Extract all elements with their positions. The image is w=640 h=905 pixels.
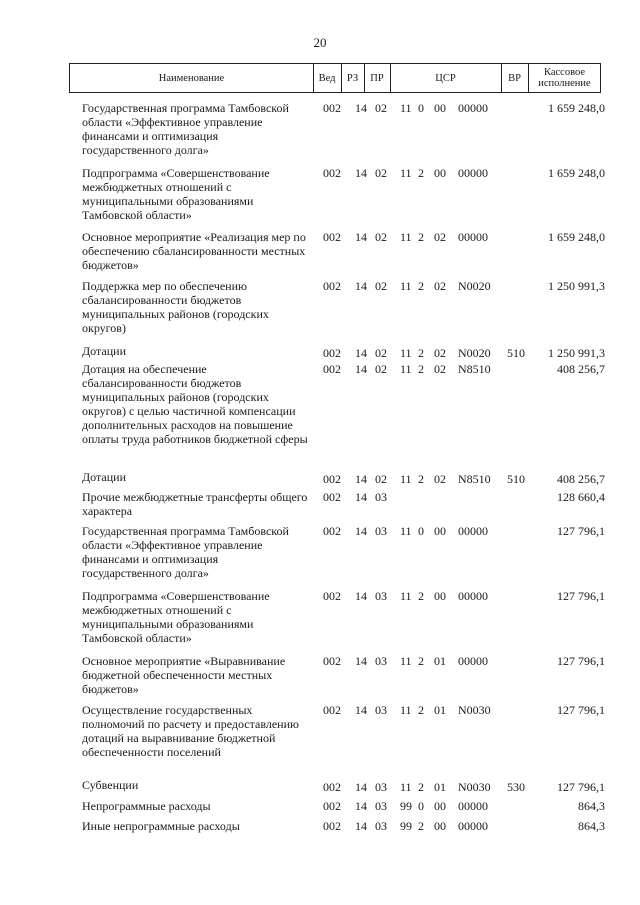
row-ved: 002	[323, 799, 341, 813]
row-csr-direction: 00000	[458, 819, 488, 833]
row-csr-event: 00	[434, 166, 446, 180]
row-csr-program: 11	[400, 101, 412, 115]
row-csr-program: 11	[400, 346, 412, 360]
row-ved: 002	[323, 472, 341, 486]
row-ved: 002	[323, 654, 341, 668]
row-csr-program: 11	[400, 166, 412, 180]
row-amount: 127 796,1	[557, 589, 605, 603]
row-csr-event: 01	[434, 703, 446, 717]
row-name: Дотации	[82, 470, 127, 484]
row-ved: 002	[323, 819, 341, 833]
row-name: Осуществление государственных полномочий по расчету и предоставлению дотаций на выравнивание бюджетной обеспеченности поселений	[82, 703, 299, 759]
row-pr: 03	[375, 524, 387, 538]
row-amount: 864,3	[578, 799, 605, 813]
row-pr: 03	[375, 780, 387, 794]
row-pr: 02	[375, 230, 387, 244]
row-csr-subprogram: 2	[418, 346, 424, 360]
header-amount: Кассовое исполнение	[538, 67, 591, 89]
row-csr-subprogram: 2	[418, 780, 424, 794]
row-ved: 002	[323, 166, 341, 180]
row-vr: 510	[507, 346, 525, 360]
row-csr-event: 00	[434, 819, 446, 833]
row-amount: 408 256,7	[557, 362, 605, 376]
header-rz: РЗ	[346, 72, 359, 84]
row-name: Основное мероприятие «Выравнивание бюджетной обеспеченности местных бюджетов»	[82, 654, 286, 696]
row-amount: 864,3	[578, 819, 605, 833]
row-vr: 510	[507, 472, 525, 486]
row-ved: 002	[323, 589, 341, 603]
row-csr-event: 02	[434, 472, 446, 486]
header-vr: ВР	[508, 72, 521, 84]
row-amount: 1 659 248,0	[548, 166, 605, 180]
table-header	[69, 63, 601, 93]
row-name: Прочие межбюджетные трансферты общего характера	[82, 490, 308, 518]
row-csr-event: 00	[434, 589, 446, 603]
row-pr: 02	[375, 166, 387, 180]
row-pr: 02	[375, 472, 387, 486]
row-amount: 127 796,1	[557, 703, 605, 717]
row-csr-program: 11	[400, 524, 412, 538]
row-rz: 14	[355, 346, 367, 360]
header-name: Наименование	[158, 72, 225, 84]
row-pr: 03	[375, 589, 387, 603]
row-rz: 14	[355, 524, 367, 538]
row-name: Государственная программа Тамбовской области «Эффективное управление финансами и оптимизация государственного долга»	[82, 101, 289, 157]
row-csr-direction: 00000	[458, 230, 488, 244]
row-csr-subprogram: 2	[418, 230, 424, 244]
row-csr-program: 11	[400, 472, 412, 486]
row-csr-direction: 00000	[458, 166, 488, 180]
row-pr: 02	[375, 362, 387, 376]
row-csr-direction: 00000	[458, 654, 488, 668]
row-csr-subprogram: 0	[418, 101, 424, 115]
row-rz: 14	[355, 279, 367, 293]
row-name: Подпрограмма «Совершенствование межбюджетных отношений с муниципальными образованиями Тамбовской области»	[82, 589, 270, 645]
row-ved: 002	[323, 101, 341, 115]
row-name: Субвенции	[82, 778, 139, 792]
row-ved: 002	[323, 490, 341, 504]
row-amount: 1 659 248,0	[548, 230, 605, 244]
row-pr: 03	[375, 654, 387, 668]
row-csr-direction: 00000	[458, 101, 488, 115]
row-csr-program: 11	[400, 589, 412, 603]
row-vr: 530	[507, 780, 525, 794]
row-csr-direction: N0030	[458, 780, 491, 794]
row-csr-direction: N0020	[458, 346, 491, 360]
row-name: Иные непрограммные расходы	[82, 819, 240, 833]
row-name: Поддержка мер по обеспечению сбалансированности бюджетов муниципальных районов (городских округов)	[82, 279, 269, 335]
row-rz: 14	[355, 589, 367, 603]
row-csr-direction: N8510	[458, 472, 491, 486]
row-csr-event: 01	[434, 780, 446, 794]
row-ved: 002	[323, 346, 341, 360]
row-csr-event: 02	[434, 362, 446, 376]
row-csr-subprogram: 2	[418, 362, 424, 376]
row-ved: 002	[323, 362, 341, 376]
row-ved: 002	[323, 780, 341, 794]
row-csr-program: 11	[400, 279, 412, 293]
row-csr-direction: N8510	[458, 362, 491, 376]
row-csr-program: 11	[400, 362, 412, 376]
row-amount: 1 659 248,0	[548, 101, 605, 115]
row-pr: 03	[375, 799, 387, 813]
row-csr-subprogram: 0	[418, 524, 424, 538]
row-csr-subprogram: 2	[418, 819, 424, 833]
row-csr-program: 11	[400, 654, 412, 668]
header-csr: ЦСР	[435, 72, 456, 84]
row-pr: 03	[375, 703, 387, 717]
row-csr-direction: N0030	[458, 703, 491, 717]
row-name: Государственная программа Тамбовской области «Эффективное управление финансами и оптимизация государственного долга»	[82, 524, 289, 580]
row-rz: 14	[355, 166, 367, 180]
row-name: Дотации	[82, 344, 127, 358]
row-csr-subprogram: 2	[418, 166, 424, 180]
row-csr-subprogram: 2	[418, 654, 424, 668]
row-csr-program: 99	[400, 799, 412, 813]
row-amount: 1 250 991,3	[548, 279, 605, 293]
row-rz: 14	[355, 654, 367, 668]
row-rz: 14	[355, 101, 367, 115]
row-csr-event: 02	[434, 279, 446, 293]
row-csr-subprogram: 2	[418, 472, 424, 486]
row-amount: 127 796,1	[557, 654, 605, 668]
row-amount: 127 796,1	[557, 524, 605, 538]
row-csr-event: 02	[434, 346, 446, 360]
row-rz: 14	[355, 703, 367, 717]
row-rz: 14	[355, 472, 367, 486]
row-ved: 002	[323, 279, 341, 293]
row-amount: 128 660,4	[557, 490, 605, 504]
row-pr: 02	[375, 346, 387, 360]
row-csr-subprogram: 2	[418, 703, 424, 717]
row-rz: 14	[355, 799, 367, 813]
row-amount: 1 250 991,3	[548, 346, 605, 360]
row-csr-subprogram: 2	[418, 279, 424, 293]
row-csr-subprogram: 0	[418, 799, 424, 813]
row-pr: 03	[375, 490, 387, 504]
row-ved: 002	[323, 524, 341, 538]
page-number: 20	[313, 35, 327, 50]
row-csr-direction: 00000	[458, 589, 488, 603]
row-name: Непрограммные расходы	[82, 799, 211, 813]
row-ved: 002	[323, 230, 341, 244]
row-csr-event: 01	[434, 654, 446, 668]
row-name: Основное мероприятие «Реализация мер по обеспечению сбалансированности местных бюджетов»	[82, 230, 306, 272]
row-amount: 408 256,7	[557, 472, 605, 486]
row-csr-event: 02	[434, 230, 446, 244]
header-ved: Вед	[318, 72, 336, 84]
row-rz: 14	[355, 362, 367, 376]
row-name: Подпрограмма «Совершенствование межбюджетных отношений с муниципальными образованиями Тамбовской области»	[82, 166, 270, 222]
row-pr: 03	[375, 819, 387, 833]
row-rz: 14	[355, 490, 367, 504]
row-csr-direction: 00000	[458, 524, 488, 538]
row-name: Дотация на обеспечение сбалансированности бюджетов муниципальных районов (городских округов) с целью частичной компенсации дополнительных расходов на повышение оплаты труда работников бюджетной сферы	[82, 362, 308, 446]
row-pr: 02	[375, 101, 387, 115]
row-csr-event: 00	[434, 524, 446, 538]
row-csr-program: 99	[400, 819, 412, 833]
row-csr-program: 11	[400, 780, 412, 794]
row-ved: 002	[323, 703, 341, 717]
row-csr-event: 00	[434, 799, 446, 813]
row-pr: 02	[375, 279, 387, 293]
row-rz: 14	[355, 780, 367, 794]
row-rz: 14	[355, 819, 367, 833]
row-rz: 14	[355, 230, 367, 244]
row-csr-program: 11	[400, 703, 412, 717]
row-csr-direction: 00000	[458, 799, 488, 813]
row-csr-program: 11	[400, 230, 412, 244]
header-pr: ПР	[370, 72, 384, 84]
row-csr-subprogram: 2	[418, 589, 424, 603]
row-csr-event: 00	[434, 101, 446, 115]
row-csr-direction: N0020	[458, 279, 491, 293]
row-amount: 127 796,1	[557, 780, 605, 794]
